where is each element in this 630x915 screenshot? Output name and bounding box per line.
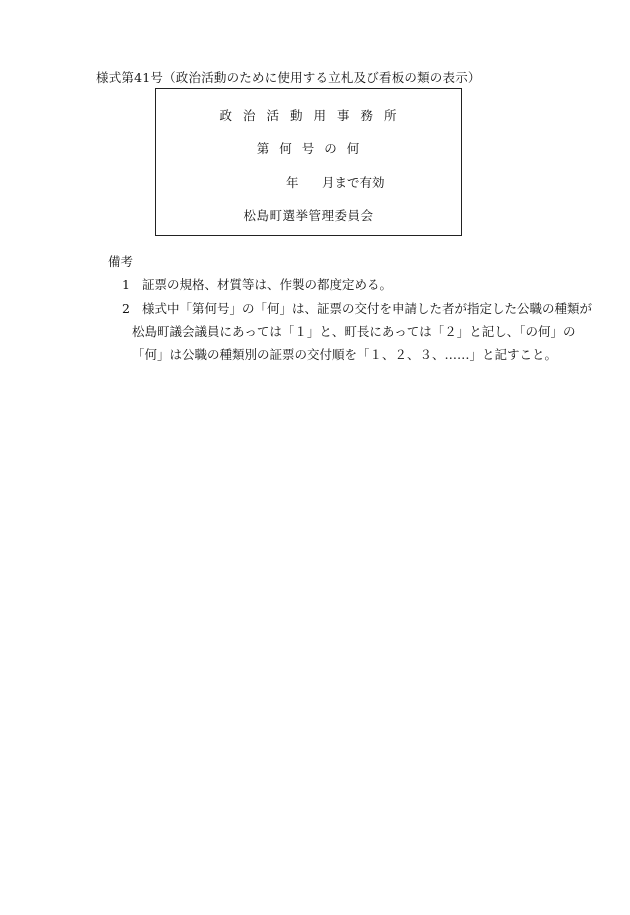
form-title: 様式第41号（政治活動のために使用する立札及び看板の類の表示） — [96, 70, 481, 85]
remark-number: 2 — [122, 301, 130, 316]
remark-text: 証票の規格、材質等は、作製の都度定める。 — [142, 277, 393, 292]
remark-number: 1 — [122, 277, 130, 292]
remarks-title: 備考 — [108, 254, 134, 269]
sign-display-box — [155, 88, 462, 236]
remark-item-2-continuation: 松島町議会議員にあっては「１」と、町長にあっては「２」と記し、「の何」の — [132, 324, 576, 339]
sign-heading: 政治活動用事務所 — [219, 108, 408, 123]
validity-month: 月まで有効 — [322, 175, 385, 190]
remark-item-1 — [122, 275, 392, 293]
remark-item-2 — [122, 299, 592, 317]
remark-text: 様式中「第何号」の「何」は、証票の交付を申請した者が指定した公職の種類が — [142, 301, 593, 316]
validity-year: 年 — [286, 175, 299, 190]
sign-issuer: 松島町選挙管理委員会 — [243, 208, 374, 223]
sign-number: 第何号の何 — [256, 141, 370, 156]
remark-item-2-continuation: 「何」は公職の種類別の証票の交付順を「１、２、３、……」と記すこと。 — [132, 347, 558, 362]
